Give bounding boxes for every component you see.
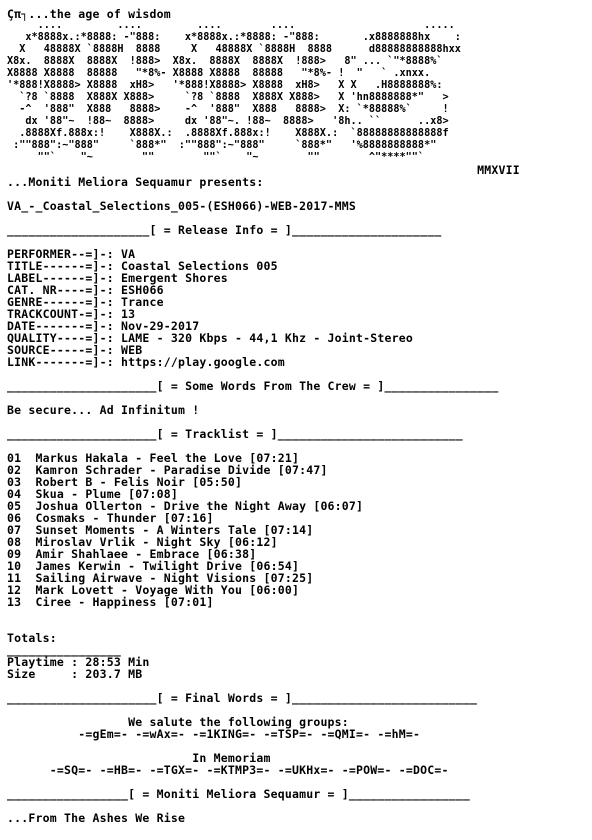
release-info-header: ____________________[ = Release Info = ]_____________________	[7, 223, 442, 237]
track-row: 02 Kamron Schrader - Paradise Divide [07:47]	[7, 463, 328, 477]
track-row: 05 Joshua Ollerton - Drive the Night Away [06:07]	[7, 499, 364, 513]
info-link: LINK-------=]-: https://play.google.com	[7, 355, 285, 369]
info-trackcount: TRACKCOUNT-=]-: 13	[7, 307, 136, 321]
closing-line: ...From The Ashes We Rise	[7, 811, 186, 825]
release-name: VA_-_Coastal_Selections_005-(ESH066)-WEB-2017-MMS	[7, 199, 357, 213]
blank-line	[7, 620, 587, 632]
nfo-text-block	[7, 8, 587, 824]
track-row: 13 Ciree - Happiness [07:01]	[7, 595, 214, 609]
info-source: SOURCE-----=]-: WEB	[7, 343, 143, 357]
greetings-heading: We salute the following groups:	[7, 715, 349, 729]
info-title: TITLE------=]-: Coastal Selections 005	[7, 259, 278, 273]
greetings-groups: -=gEm=- -=wAx=- -=1KING=- -=TSP=- -=QMI=- -=hM=-	[7, 727, 421, 741]
ascii-art-line: :""888":~"888" `888*" :""888":~"888" `888*" '%8888888888*"	[7, 140, 437, 151]
track-row: 09 Amir Shahlaee - Embrace [06:38]	[7, 547, 257, 561]
totals-size: Size : 203.7 MB	[7, 667, 143, 681]
info-quality: QUALITY----=]-: LAME - 320 Kbps - 44,1 Khz - Joint-Stereo	[7, 331, 414, 345]
ascii-art-line: `?8 `8888 X888X X888> `?8 `8888 X888X X888> X 'hn8888888*" >	[7, 92, 449, 103]
info-performer: PERFORMER--=]-: VA	[7, 247, 136, 261]
final-words-header: _____________________[ = Final Words = ]__________________________	[7, 691, 478, 705]
group-footer-header: _________________[ = Moniti Meliora Sequamur = ]_________________	[7, 787, 471, 801]
ascii-art-line: .... .... .... .... .....	[7, 20, 455, 31]
track-row: 06 Cosmaks - Thunder [07:16]	[7, 511, 214, 525]
info-date: DATE-------=]-: Nov-29-2017	[7, 319, 200, 333]
info-genre: GENRE------=]-: Trance	[7, 295, 164, 309]
track-row: 08 Miroslav Vrlik - Night Sky [06:12]	[7, 535, 278, 549]
crew-words-text: Be secure... Ad Infinitum !	[7, 403, 200, 417]
crew-words-header: _____________________[ = Some Words From The Crew = ]________________	[7, 379, 499, 393]
track-row: 01 Markus Hakala - Feel the Love [07:21]	[7, 451, 300, 465]
track-row: 04 Skua - Plume [07:08]	[7, 487, 178, 501]
tracklist-header: _____________________[ = Tracklist = ]__________________________	[7, 427, 463, 441]
info-catalog-number: CAT. NR----=]-: ESH066	[7, 283, 164, 297]
info-label: LABEL------=]-: Emergent Shores	[7, 271, 228, 285]
ascii-art-line: ""` "~ "" ""` "~ "" ^"****""`	[7, 152, 425, 163]
ascii-art-line: X 48888X `8888H 8888 X 48888X `8888H 8888 d88888888888hxx	[7, 44, 461, 55]
track-row: 11 Sailing Airwave - Night Visions [07:25]	[7, 571, 314, 585]
memoriam-groups: -=SQ=- -=HB=- -=TGX=- -=KTMP3=- -=UKHx=- -=POW=- -=DOC=-	[7, 763, 449, 777]
memoriam-heading: In Memoriam	[7, 751, 271, 765]
track-row: 12 Mark Lovett - Voyage With You [06:00]	[7, 583, 300, 597]
ascii-art-line: X8x. 8888X 8888X !888> X8x. 8888X 8888X !888> 8" ... `"*8888%`	[7, 56, 443, 67]
totals-playtime: Playtime : 28:53 Min	[7, 655, 150, 669]
ascii-art-line: X8888 X8888 88888 "*8%- X8888 X8888 88888 "*8%- ! " ` .xnxx.	[7, 68, 431, 79]
year-signature: MMXVII	[7, 163, 520, 177]
ascii-art-line: -^ '888" X888 8888> -^ '888" X888 8888> X: `*88888%` !	[7, 104, 449, 115]
ascii-art-line: x*8888x.:*8888: -"888: x*8888x.:*8888: -"888: .x8888888hx :	[7, 32, 461, 43]
track-row: 07 Sunset Moments - A Winters Tale [07:14]	[7, 523, 314, 537]
ascii-art-line: dx '88"~ !88~ 8888> dx '88"~. !88~ 8888> '8h.. `` ..x8>	[7, 116, 449, 127]
totals-heading: Totals:	[7, 631, 57, 645]
totals-divider: ________________	[7, 643, 121, 657]
intro-line: Çπ┐...the age of wisdom	[7, 7, 171, 21]
presents-line: ...Moniti Meliora Sequamur presents:	[7, 175, 264, 189]
track-row: 03 Robert B - Felis Noir [05:50]	[7, 475, 243, 489]
ascii-art-line: '*888!X8888> X8888 xH8> '*888!X8888> X8888 xH8> X X .H8888888%:	[7, 80, 443, 91]
track-row: 10 James Kerwin - Twilight Drive [06:54]	[7, 559, 300, 573]
ascii-art-line: .8888Xf.888x:! X888X.: .8888Xf.888x:! X888X.: `88888888888888f	[7, 128, 449, 139]
blank-line	[7, 608, 587, 620]
